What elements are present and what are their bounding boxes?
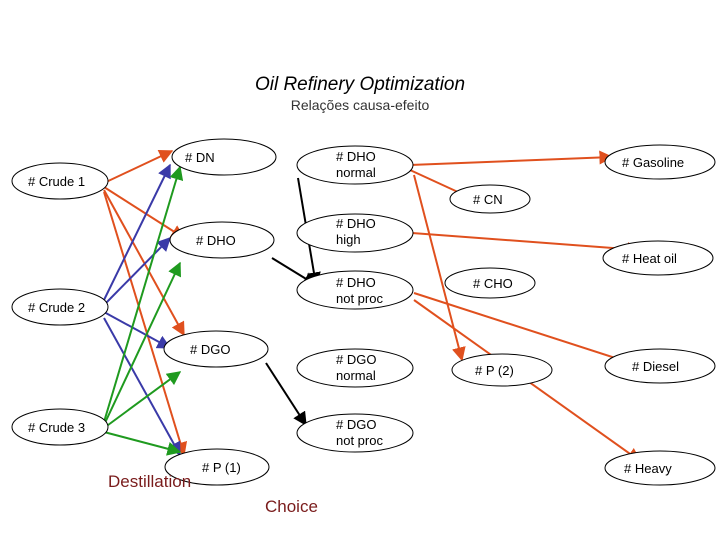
node-dhoNotProc <box>297 271 413 309</box>
node-dhoHigh-label: high <box>336 232 361 247</box>
node-dgoNormal-label: normal <box>336 368 376 383</box>
edge-red-0 <box>104 151 172 183</box>
node-dhoNormal-label: # DHO <box>336 149 376 164</box>
node-cn <box>450 185 530 213</box>
node-heatOil <box>603 241 713 275</box>
node-dgoNormal-label: # DGO <box>336 352 377 367</box>
node-heavy-label: # Heavy <box>624 461 672 476</box>
node-crude1-label: # Crude 1 <box>28 174 86 189</box>
node-p2-label: # P (2) <box>475 363 514 378</box>
node-dn <box>172 139 276 175</box>
node-crude3-label: # Crude 3 <box>28 420 86 435</box>
node-crude2-label: # Crude 2 <box>28 300 86 315</box>
node-dhoNotProc-label: # DHO <box>336 275 376 290</box>
node-dhoNotProc-label: not proc <box>336 291 383 306</box>
node-crude2 <box>12 289 108 325</box>
node-dn-label: # DN <box>185 150 215 165</box>
node-dgoNotProc-label: not proc <box>336 433 383 448</box>
nodes <box>12 139 715 485</box>
node-dgoNormal <box>297 349 413 387</box>
edge-blue-6 <box>104 312 170 348</box>
destillation-label: Destillation <box>108 472 192 491</box>
diagram-title: Oil Refinery Optimization <box>254 74 466 95</box>
diagram-subtitle: Relações causa-efeito <box>290 97 430 113</box>
node-cn-label: # CN <box>473 192 503 207</box>
node-gasoline <box>605 145 715 179</box>
edge-red-19 <box>414 293 640 366</box>
node-dhoHigh-label: # DHO <box>336 216 376 231</box>
node-p1-label: # P (1) <box>202 460 241 475</box>
edge-red-15 <box>410 157 612 165</box>
node-dgo-label: # DGO <box>190 342 231 357</box>
node-dho-label: # DHO <box>196 233 236 248</box>
node-cho <box>445 268 535 298</box>
node-p2 <box>452 354 552 386</box>
node-dgoNotProc <box>297 414 413 452</box>
node-dho <box>170 222 274 258</box>
node-dgo <box>164 331 268 367</box>
node-heavy <box>605 451 715 485</box>
node-crude1 <box>12 163 108 199</box>
node-diesel <box>605 349 715 383</box>
node-dhoNormal <box>297 146 413 184</box>
node-crude3 <box>12 409 108 445</box>
edge-red-17 <box>412 233 640 250</box>
node-dhoNormal-label: normal <box>336 165 376 180</box>
node-dhoHigh <box>297 214 413 252</box>
node-gasoline-label: # Gasoline <box>622 155 685 170</box>
node-cho-label: # CHO <box>473 276 513 291</box>
node-diesel-label: # Diesel <box>632 359 679 374</box>
node-heatOil-label: # Heat oil <box>622 251 677 266</box>
node-dgoNotProc-label: # DGO <box>336 417 377 432</box>
choice-label: Choice <box>265 497 318 516</box>
